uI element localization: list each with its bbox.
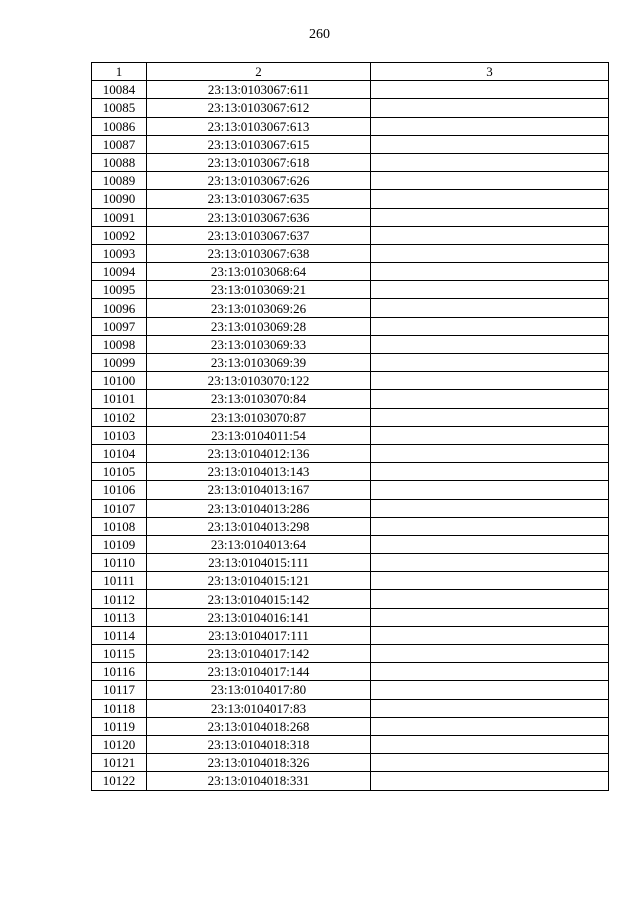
row-number-cell: 10118 [92, 699, 147, 717]
table-row [92, 463, 609, 481]
note-cell [371, 390, 609, 408]
row-number-cell: 10108 [92, 517, 147, 535]
note-cell [371, 645, 609, 663]
cadastral-number-cell: 23:13:0103070:122 [147, 372, 371, 390]
cadastral-number-cell: 23:13:0104013:298 [147, 517, 371, 535]
note-cell [371, 153, 609, 171]
cadastral-number-cell: 23:13:0103070:84 [147, 390, 371, 408]
row-number-cell: 10103 [92, 426, 147, 444]
table-row [92, 408, 609, 426]
table-row [92, 372, 609, 390]
cadastral-number-cell: 23:13:0103069:39 [147, 354, 371, 372]
row-number-cell: 10094 [92, 263, 147, 281]
row-number-cell: 10104 [92, 444, 147, 462]
cadastral-number-cell: 23:13:0103067:618 [147, 153, 371, 171]
table-row [92, 735, 609, 753]
row-number-cell: 10106 [92, 481, 147, 499]
note-cell [371, 190, 609, 208]
table-row [92, 517, 609, 535]
cadastral-number-cell: 23:13:0103067:638 [147, 244, 371, 262]
cadastral-number-cell: 23:13:0104013:167 [147, 481, 371, 499]
cadastral-number-cell: 23:13:0104015:111 [147, 554, 371, 572]
note-cell [371, 172, 609, 190]
note-cell [371, 754, 609, 772]
note-cell [371, 263, 609, 281]
cadastral-number-cell: 23:13:0103067:612 [147, 99, 371, 117]
note-cell [371, 408, 609, 426]
note-cell [371, 354, 609, 372]
cadastral-number-cell: 23:13:0103070:87 [147, 408, 371, 426]
note-cell [371, 135, 609, 153]
cadastral-number-cell: 23:13:0103068:64 [147, 263, 371, 281]
row-number-cell: 10120 [92, 735, 147, 753]
table-row [92, 663, 609, 681]
page-number: 260 [309, 27, 330, 42]
table-row [92, 535, 609, 553]
table-row [92, 572, 609, 590]
row-number-cell: 10110 [92, 554, 147, 572]
note-cell [371, 681, 609, 699]
table-row [92, 645, 609, 663]
cadastral-number-cell: 23:13:0103067:636 [147, 208, 371, 226]
column-header-1: 1 [92, 63, 147, 81]
row-number-cell: 10088 [92, 153, 147, 171]
cadastral-number-cell: 23:13:0104018:318 [147, 735, 371, 753]
cadastral-number-cell: 23:13:0104015:142 [147, 590, 371, 608]
row-number-cell: 10119 [92, 717, 147, 735]
row-number-cell: 10099 [92, 354, 147, 372]
note-cell [371, 572, 609, 590]
cadastral-number-cell: 23:13:0103067:635 [147, 190, 371, 208]
row-number-cell: 10101 [92, 390, 147, 408]
table-row [92, 626, 609, 644]
table-row [92, 135, 609, 153]
row-number-cell: 10111 [92, 572, 147, 590]
note-cell [371, 463, 609, 481]
table-row [92, 717, 609, 735]
note-cell [371, 99, 609, 117]
note-cell [371, 481, 609, 499]
note-cell [371, 426, 609, 444]
note-cell [371, 444, 609, 462]
row-number-cell: 10113 [92, 608, 147, 626]
table-row [92, 699, 609, 717]
cadastral-number-cell: 23:13:0103067:615 [147, 135, 371, 153]
table-row [92, 281, 609, 299]
row-number-cell: 10102 [92, 408, 147, 426]
row-number-cell: 10097 [92, 317, 147, 335]
row-number-cell: 10112 [92, 590, 147, 608]
note-cell [371, 372, 609, 390]
cadastral-number-cell: 23:13:0104017:144 [147, 663, 371, 681]
table-row [92, 608, 609, 626]
row-number-cell: 10114 [92, 626, 147, 644]
table-row [92, 772, 609, 790]
cadastral-number-cell: 23:13:0103067:626 [147, 172, 371, 190]
row-number-cell: 10100 [92, 372, 147, 390]
table-row [92, 317, 609, 335]
note-cell [371, 772, 609, 790]
note-cell [371, 608, 609, 626]
cadastral-number-cell: 23:13:0103069:21 [147, 281, 371, 299]
table-row [92, 444, 609, 462]
cadastral-number-cell: 23:13:0104018:331 [147, 772, 371, 790]
note-cell [371, 244, 609, 262]
row-number-cell: 10093 [92, 244, 147, 262]
row-number-cell: 10098 [92, 335, 147, 353]
table-row [92, 754, 609, 772]
row-number-cell: 10086 [92, 117, 147, 135]
table-row [92, 226, 609, 244]
note-cell [371, 535, 609, 553]
table-row [92, 81, 609, 99]
note-cell [371, 699, 609, 717]
table-row [92, 299, 609, 317]
table-row [92, 554, 609, 572]
table-row [92, 117, 609, 135]
column-header-2: 2 [147, 63, 371, 81]
table-body [92, 81, 609, 790]
row-number-cell: 10090 [92, 190, 147, 208]
cadastral-number-cell: 23:13:0104017:111 [147, 626, 371, 644]
cadastral-number-cell: 23:13:0103069:33 [147, 335, 371, 353]
row-number-cell: 10117 [92, 681, 147, 699]
row-number-cell: 10092 [92, 226, 147, 244]
table-row [92, 426, 609, 444]
note-cell [371, 735, 609, 753]
row-number-cell: 10089 [92, 172, 147, 190]
cadastral-number-cell: 23:13:0103069:26 [147, 299, 371, 317]
cadastral-number-cell: 23:13:0104013:143 [147, 463, 371, 481]
table-row [92, 99, 609, 117]
row-number-cell: 10084 [92, 81, 147, 99]
note-cell [371, 590, 609, 608]
column-header-3: 3 [371, 63, 609, 81]
table-row [92, 335, 609, 353]
table-row [92, 499, 609, 517]
cadastral-number-cell: 23:13:0104016:141 [147, 608, 371, 626]
row-number-cell: 10115 [92, 645, 147, 663]
register-table [91, 62, 609, 791]
row-number-cell: 10087 [92, 135, 147, 153]
note-cell [371, 226, 609, 244]
cadastral-number-cell: 23:13:0103069:28 [147, 317, 371, 335]
table-row [92, 153, 609, 171]
cadastral-number-cell: 23:13:0103067:611 [147, 81, 371, 99]
cadastral-number-cell: 23:13:0104017:83 [147, 699, 371, 717]
note-cell [371, 517, 609, 535]
note-cell [371, 281, 609, 299]
row-number-cell: 10105 [92, 463, 147, 481]
row-number-cell: 10096 [92, 299, 147, 317]
row-number-cell: 10107 [92, 499, 147, 517]
cadastral-number-cell: 23:13:0104017:80 [147, 681, 371, 699]
cadastral-number-cell: 23:13:0104017:142 [147, 645, 371, 663]
table-row [92, 190, 609, 208]
table-header [92, 63, 609, 81]
note-cell [371, 499, 609, 517]
cadastral-number-cell: 23:13:0104013:286 [147, 499, 371, 517]
row-number-cell: 10095 [92, 281, 147, 299]
row-number-cell: 10121 [92, 754, 147, 772]
row-number-cell: 10116 [92, 663, 147, 681]
cadastral-number-cell: 23:13:0104018:268 [147, 717, 371, 735]
table-row [92, 481, 609, 499]
note-cell [371, 299, 609, 317]
cadastral-number-cell: 23:13:0104012:136 [147, 444, 371, 462]
table-row [92, 172, 609, 190]
note-cell [371, 317, 609, 335]
table-row [92, 390, 609, 408]
table-row [92, 263, 609, 281]
note-cell [371, 81, 609, 99]
row-number-cell: 10085 [92, 99, 147, 117]
row-number-cell: 10109 [92, 535, 147, 553]
row-number-cell: 10091 [92, 208, 147, 226]
note-cell [371, 208, 609, 226]
note-cell [371, 554, 609, 572]
note-cell [371, 663, 609, 681]
table-row [92, 208, 609, 226]
cadastral-number-cell: 23:13:0104018:326 [147, 754, 371, 772]
cadastral-number-cell: 23:13:0103067:613 [147, 117, 371, 135]
table-row [92, 244, 609, 262]
cadastral-number-cell: 23:13:0104011:54 [147, 426, 371, 444]
table-row [92, 681, 609, 699]
note-cell [371, 335, 609, 353]
note-cell [371, 717, 609, 735]
row-number-cell: 10122 [92, 772, 147, 790]
cadastral-number-cell: 23:13:0104013:64 [147, 535, 371, 553]
note-cell [371, 626, 609, 644]
table-row [92, 354, 609, 372]
table-row [92, 590, 609, 608]
note-cell [371, 117, 609, 135]
header-row [92, 63, 609, 81]
cadastral-number-cell: 23:13:0104015:121 [147, 572, 371, 590]
cadastral-number-cell: 23:13:0103067:637 [147, 226, 371, 244]
